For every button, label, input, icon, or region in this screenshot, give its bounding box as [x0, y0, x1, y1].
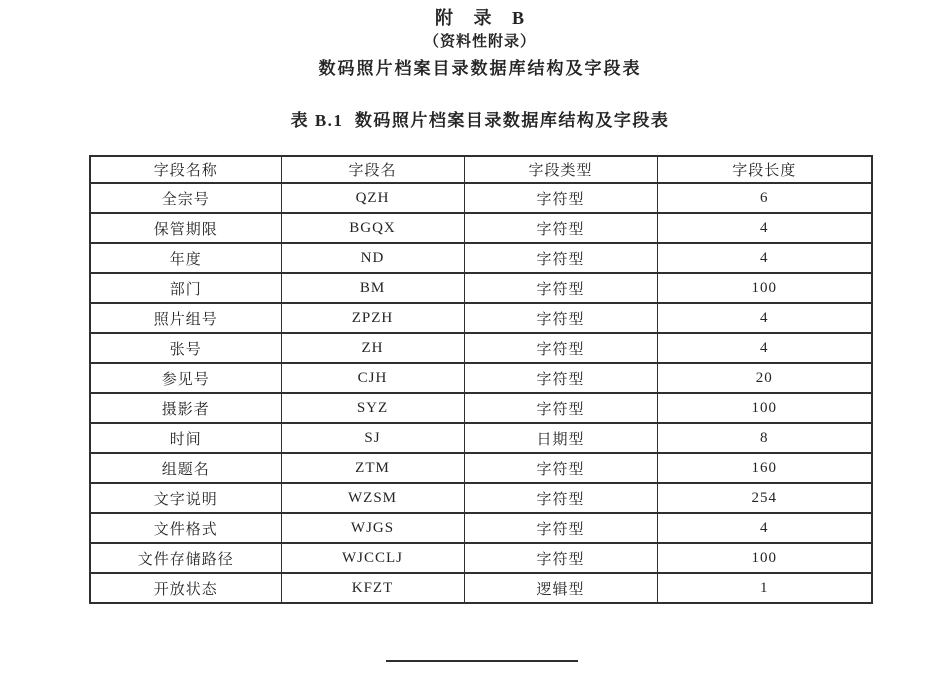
field-type-cell: 字符型: [464, 183, 657, 213]
table-row: [90, 573, 872, 603]
field-length-cell: 6: [657, 183, 872, 213]
field-name-cell: 张号: [90, 333, 281, 363]
table-row: [90, 543, 872, 573]
field-name-cell: 组题名: [90, 453, 281, 483]
field-name-cell: 全宗号: [90, 183, 281, 213]
column-header-field-type: 字段类型: [464, 156, 657, 183]
field-code-cell: WJCCLJ: [281, 543, 464, 573]
field-code-cell: ND: [281, 243, 464, 273]
field-type-cell: 字符型: [464, 363, 657, 393]
field-name-cell: 文件存储路径: [90, 543, 281, 573]
field-name-cell: 开放状态: [90, 573, 281, 603]
field-length-cell: 1: [657, 573, 872, 603]
field-type-cell: 字符型: [464, 213, 657, 243]
field-name-cell: 年度: [90, 243, 281, 273]
field-length-cell: 160: [657, 453, 872, 483]
field-name-cell: 保管期限: [90, 213, 281, 243]
field-code-cell: QZH: [281, 183, 464, 213]
table-row: [90, 333, 872, 363]
field-length-cell: 4: [657, 213, 872, 243]
field-type-cell: 字符型: [464, 243, 657, 273]
field-code-cell: WJGS: [281, 513, 464, 543]
field-length-cell: 20: [657, 363, 872, 393]
field-code-cell: KFZT: [281, 573, 464, 603]
field-code-cell: WZSM: [281, 483, 464, 513]
field-type-cell: 字符型: [464, 513, 657, 543]
footer-rule: [386, 660, 578, 662]
field-name-cell: 文字说明: [90, 483, 281, 513]
table-row: [90, 483, 872, 513]
table-row: [90, 513, 872, 543]
field-name-cell: 摄影者: [90, 393, 281, 423]
table-row: [90, 213, 872, 243]
field-length-cell: 100: [657, 273, 872, 303]
field-code-cell: BGQX: [281, 213, 464, 243]
table-row: [90, 303, 872, 333]
field-code-cell: SYZ: [281, 393, 464, 423]
column-header-field-code: 字段名: [281, 156, 464, 183]
field-type-cell: 字符型: [464, 453, 657, 483]
field-length-cell: 254: [657, 483, 872, 513]
field-length-cell: 4: [657, 243, 872, 273]
field-code-cell: CJH: [281, 363, 464, 393]
field-type-cell: 日期型: [464, 423, 657, 453]
field-type-cell: 字符型: [464, 303, 657, 333]
field-name-cell: 文件格式: [90, 513, 281, 543]
header-row: [90, 156, 872, 183]
field-type-cell: 字符型: [464, 543, 657, 573]
field-table-body: [90, 183, 872, 603]
field-length-cell: 4: [657, 333, 872, 363]
field-code-cell: SJ: [281, 423, 464, 453]
field-name-cell: 时间: [90, 423, 281, 453]
field-code-cell: ZH: [281, 333, 464, 363]
field-length-cell: 100: [657, 543, 872, 573]
field-type-cell: 字符型: [464, 483, 657, 513]
field-code-cell: BM: [281, 273, 464, 303]
field-length-cell: 4: [657, 513, 872, 543]
table-row: [90, 453, 872, 483]
table-row: [90, 363, 872, 393]
field-name-cell: 参见号: [90, 363, 281, 393]
field-length-cell: 4: [657, 303, 872, 333]
table-caption: 表 B.1 数码照片档案目录数据库结构及字段表: [290, 111, 670, 130]
field-table-header: [90, 156, 872, 183]
field-length-cell: 100: [657, 393, 872, 423]
field-code-cell: ZTM: [281, 453, 464, 483]
column-header-field-length: 字段长度: [657, 156, 872, 183]
table-row: [90, 243, 872, 273]
field-type-cell: 字符型: [464, 273, 657, 303]
field-code-cell: ZPZH: [281, 303, 464, 333]
table-row: [90, 273, 872, 303]
appendix-subtitle: （资料性附录）: [423, 34, 536, 50]
field-name-cell: 照片组号: [90, 303, 281, 333]
appendix-heading: 数码照片档案目录数据库结构及字段表: [318, 59, 642, 78]
field-type-cell: 字符型: [464, 333, 657, 363]
table-row: [90, 393, 872, 423]
field-type-cell: 字符型: [464, 393, 657, 423]
field-length-cell: 8: [657, 423, 872, 453]
appendix-title: 附 录 B: [434, 8, 525, 28]
field-name-cell: 部门: [90, 273, 281, 303]
column-header-field-name: 字段名称: [90, 156, 281, 183]
field-table: [89, 155, 873, 604]
table-row: [90, 423, 872, 453]
field-type-cell: 逻辑型: [464, 573, 657, 603]
table-row: [90, 183, 872, 213]
